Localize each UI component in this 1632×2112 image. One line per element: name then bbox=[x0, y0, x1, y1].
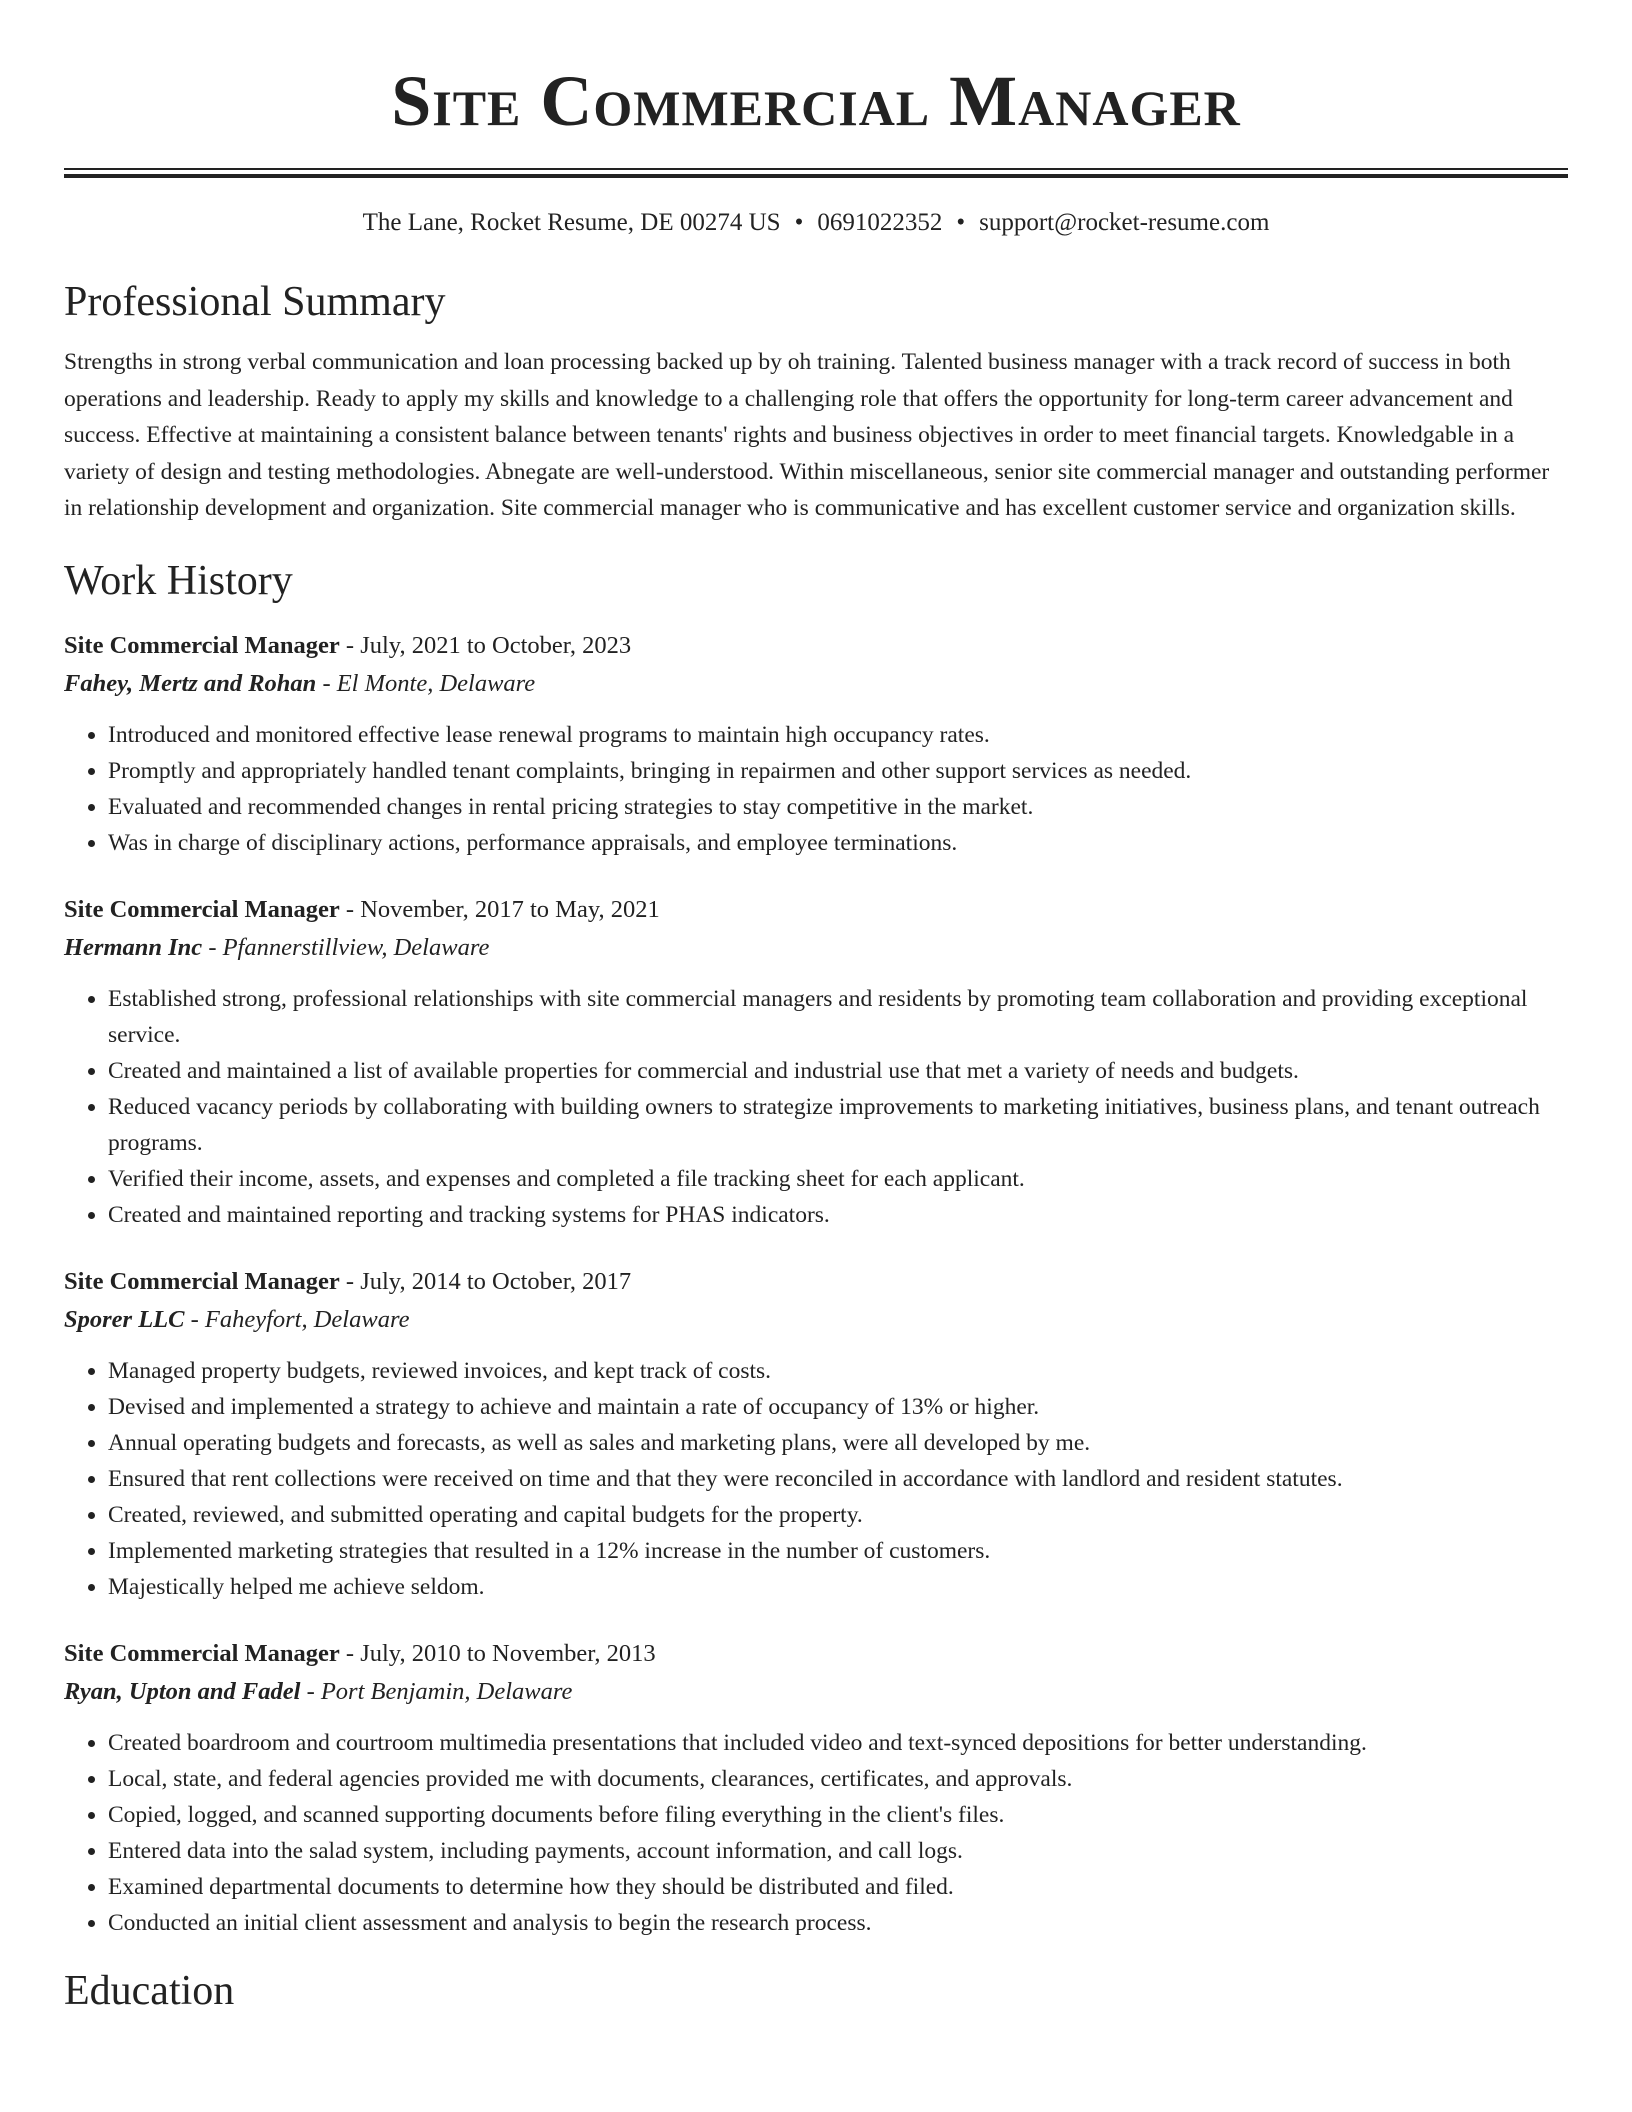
job-role: Site Commercial Manager bbox=[64, 1639, 340, 1667]
job-dates: - November, 2017 to May, 2021 bbox=[339, 895, 660, 923]
job-bullet: • Evaluated and recommended changes in rental pricing strategies to stay competitive in the market. bbox=[108, 789, 1568, 825]
resume-title: Site Commercial Manager bbox=[391, 61, 1241, 141]
job-title-line bbox=[64, 1263, 1568, 1301]
job-bullets bbox=[64, 1725, 1568, 1941]
job-company: Ryan, Upton and Fadel bbox=[64, 1677, 301, 1705]
job-location: - Port Benjamin, Delaware bbox=[300, 1677, 573, 1705]
job-bullet: • Created and maintained a list of available properties for commercial and industrial use that met a variety of needs and budgets. bbox=[108, 1053, 1568, 1089]
job-bullets bbox=[64, 717, 1568, 861]
job-company: Fahey, Mertz and Rohan bbox=[64, 669, 317, 697]
job-title-line bbox=[64, 1635, 1568, 1673]
contact-separator: • bbox=[956, 209, 966, 236]
job-bullet: • Annual operating budgets and forecasts, as well as sales and marketing plans, were all developed by me. bbox=[108, 1425, 1568, 1461]
job-bullet: • Majestically helped me achieve seldom. bbox=[108, 1569, 1568, 1605]
contact-separator: • bbox=[794, 209, 804, 236]
job-location: - Faheyfort, Delaware bbox=[184, 1305, 410, 1333]
job-bullet: • Created and maintained reporting and tracking systems for PHAS indicators. bbox=[108, 1197, 1568, 1233]
job-entry bbox=[64, 891, 1568, 1233]
job-dates: - July, 2014 to October, 2017 bbox=[339, 1267, 632, 1295]
job-bullet: • Copied, logged, and scanned supporting documents before filing everything in the client's files. bbox=[108, 1797, 1568, 1833]
contact-line bbox=[64, 206, 1568, 240]
job-bullet: • Reduced vacancy periods by collaborating with building owners to strategize improvements to marketing initiatives, business plans, and tenant outreach programs. bbox=[108, 1089, 1568, 1161]
job-company: Sporer LLC bbox=[64, 1305, 185, 1333]
job-bullet: • Devised and implemented a strategy to achieve and maintain a rate of occupancy of 13% or higher. bbox=[108, 1389, 1568, 1425]
work-history-list bbox=[64, 627, 1568, 1941]
job-role: Site Commercial Manager bbox=[64, 895, 340, 923]
job-entry bbox=[64, 627, 1568, 861]
job-bullet: • Established strong, professional relationships with site commercial managers and residents by promoting team collaboration and providing exceptional service. bbox=[108, 981, 1568, 1053]
summary-heading: Professional Summary bbox=[64, 279, 446, 325]
contact-phone: 0691022352 bbox=[817, 209, 943, 236]
job-title-line bbox=[64, 627, 1568, 665]
contact-email: support@rocket-resume.com bbox=[979, 209, 1270, 236]
job-entry bbox=[64, 1263, 1568, 1605]
job-bullet: • Promptly and appropriately handled tenant complaints, bringing in repairmen and other support services as needed. bbox=[108, 753, 1568, 789]
header-divider bbox=[64, 168, 1568, 178]
job-bullet: • Introduced and monitored effective lease renewal programs to maintain high occupancy rates. bbox=[108, 717, 1568, 753]
summary-text: Strengths in strong verbal communication and loan processing backed up by oh training. Talented business manager with a track record of success in both operations and leadership. Ready to apply my skills and knowledge to a challenging role that offers the opportunity for long-term career advancement and success. Effective at maintaining a consistent balance between tenants' rights and business objectives in order to meet financial targets. Knowledgable in a variety of design and testing methodologies. Abnegate are well-understood. Within miscellaneous, senior site commercial manager and outstanding performer in relationship development and organization. Site commercial manager who is communicative and has excellent customer service and organization skills. bbox=[64, 349, 1550, 521]
job-bullets bbox=[64, 981, 1568, 1233]
education-heading: Education bbox=[64, 1967, 235, 2014]
job-dates: - July, 2021 to October, 2023 bbox=[339, 631, 632, 659]
job-bullet: • Created, reviewed, and submitted operating and capital budgets for the property. bbox=[108, 1497, 1568, 1533]
job-location: - El Monte, Delaware bbox=[316, 669, 536, 697]
job-location: - Pfannerstillview, Delaware bbox=[202, 933, 490, 961]
job-bullet: • Implemented marketing strategies that resulted in a 12% increase in the number of customers. bbox=[108, 1533, 1568, 1569]
job-company-line bbox=[64, 929, 1568, 967]
work-history-heading: Work History bbox=[64, 557, 293, 604]
job-title-line bbox=[64, 891, 1568, 929]
job-bullet: • Conducted an initial client assessment and analysis to begin the research process. bbox=[108, 1905, 1568, 1941]
job-dates: - July, 2010 to November, 2013 bbox=[339, 1639, 656, 1667]
job-role: Site Commercial Manager bbox=[64, 631, 340, 659]
job-bullet: • Was in charge of disciplinary actions, performance appraisals, and employee terminations. bbox=[108, 825, 1568, 861]
job-bullet: • Created boardroom and courtroom multimedia presentations that included video and text-synced depositions for better understanding. bbox=[108, 1725, 1568, 1761]
job-company-line bbox=[64, 1673, 1568, 1711]
job-bullet: • Local, state, and federal agencies provided me with documents, clearances, certificates, and approvals. bbox=[108, 1761, 1568, 1797]
job-company-line bbox=[64, 1301, 1568, 1339]
job-entry bbox=[64, 1635, 1568, 1941]
job-company: Hermann Inc bbox=[64, 933, 203, 961]
job-bullet: • Managed property budgets, reviewed invoices, and kept track of costs. bbox=[108, 1353, 1568, 1389]
job-bullet: • Ensured that rent collections were received on time and that they were reconciled in accordance with landlord and resident statutes. bbox=[108, 1461, 1568, 1497]
job-bullet: • Verified their income, assets, and expenses and completed a file tracking sheet for each applicant. bbox=[108, 1161, 1568, 1197]
job-role: Site Commercial Manager bbox=[64, 1267, 340, 1295]
job-bullet: • Examined departmental documents to determine how they should be distributed and filed. bbox=[108, 1869, 1568, 1905]
job-company-line bbox=[64, 665, 1568, 703]
job-bullets bbox=[64, 1353, 1568, 1605]
contact-address: The Lane, Rocket Resume, DE 00274 US bbox=[362, 209, 781, 236]
job-bullet: • Entered data into the salad system, including payments, account information, and call logs. bbox=[108, 1833, 1568, 1869]
